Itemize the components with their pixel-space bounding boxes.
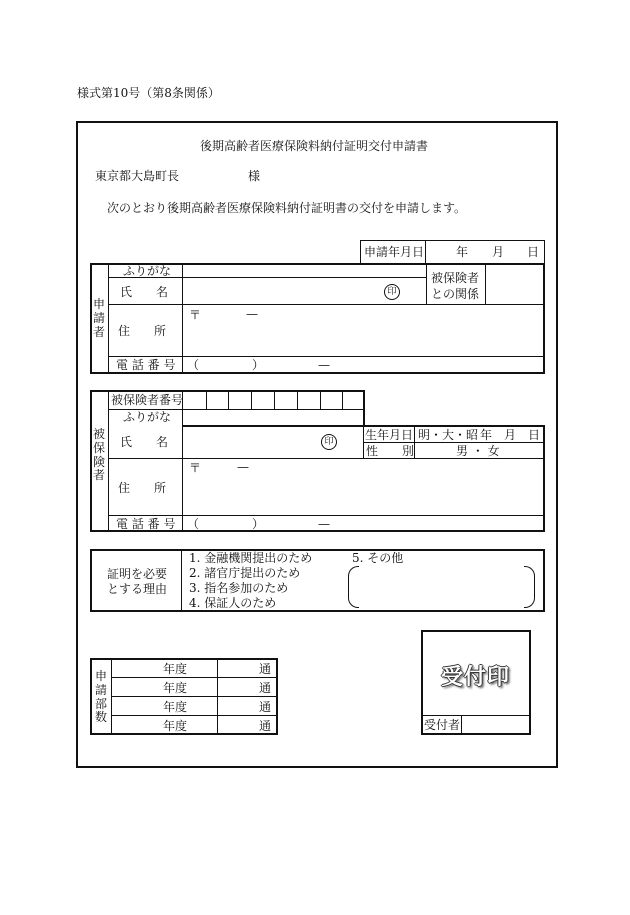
applicant-furigana-label: ふりがな — [123, 264, 172, 278]
applicant-phone-dash: — — [318, 358, 330, 372]
reason-option-3[interactable]: 3. 指名参加のため — [189, 581, 289, 595]
copies-row3-year[interactable]: 年度 — [163, 700, 188, 714]
insured-name-label: 氏 名 — [120, 435, 169, 449]
insured-phone-open: （ — [187, 517, 200, 531]
copies-section-label: 申請部数 — [94, 669, 107, 725]
other-bracket-right — [524, 566, 535, 608]
birth-year[interactable]: 年 — [480, 428, 493, 442]
application-day[interactable]: 日 — [527, 245, 540, 259]
insured-phone-close: ） — [252, 517, 265, 531]
birth-day[interactable]: 日 — [528, 428, 541, 442]
applicant-phone-label: 電 話 番 号 — [116, 358, 176, 372]
reason-option-4[interactable]: 4. 保証人のため — [189, 596, 277, 610]
reason-option-1[interactable]: 1. 金融機関提出のため — [189, 551, 313, 565]
applicant-address-input[interactable] — [183, 320, 543, 355]
birth-month[interactable]: 月 — [504, 428, 517, 442]
insured-name-input[interactable] — [183, 427, 318, 457]
copies-row1-unit[interactable]: 通 — [259, 662, 272, 676]
insured-furigana-label: ふりがな — [123, 410, 172, 424]
insured-number-input[interactable] — [183, 392, 363, 409]
receiver-label: 受付者 — [424, 718, 461, 732]
honorific: 様 — [248, 169, 261, 183]
form-title: 後期高齢者医療保険料納付証明交付申請書 — [200, 139, 429, 153]
insured-address-input[interactable] — [183, 475, 543, 514]
insured-phone-label: 電 話 番 号 — [116, 517, 176, 531]
birth-date-label: 生年月日 — [365, 428, 414, 442]
insured-phone-dash: — — [318, 517, 330, 531]
birth-era-options[interactable]: 明・大・昭 — [418, 428, 479, 442]
copies-row2-unit[interactable]: 通 — [259, 681, 272, 695]
relationship-label: 被保険者との関係 — [431, 271, 480, 301]
sex-label: 性 別 — [366, 444, 415, 458]
applicant-section-label: 申請者 — [92, 297, 105, 339]
form-number: 様式第10号（第8条関係） — [77, 86, 220, 100]
addressee: 東京都大島町長 — [95, 169, 180, 183]
applicant-phone-close: ） — [252, 358, 265, 372]
applicant-phone-open: （ — [187, 358, 200, 372]
applicant-name-input[interactable] — [183, 278, 383, 303]
application-year[interactable]: 年 — [456, 245, 469, 259]
application-month[interactable]: 月 — [492, 245, 505, 259]
applicant-postal-mark: 〒 — [189, 308, 202, 322]
copies-row4-year[interactable]: 年度 — [163, 719, 188, 733]
receiver-input[interactable] — [462, 717, 529, 733]
applicant-postal-dash: — — [246, 307, 258, 321]
copies-row4-unit[interactable]: 通 — [259, 719, 272, 733]
applicant-furigana-input[interactable] — [183, 265, 425, 277]
intro-text: 次のとおり後期高齢者医療保険料納付証明書の交付を申請します。 — [107, 201, 467, 215]
reason-option-other[interactable]: 5. その他 — [352, 551, 404, 565]
other-bracket-left — [348, 566, 359, 608]
insured-postal-dash: — — [237, 460, 249, 474]
reason-label-line1: 証明を必要 — [107, 567, 168, 581]
reception-stamp: 受付印 — [441, 664, 511, 690]
insured-furigana-input[interactable] — [183, 410, 363, 425]
relationship-input[interactable] — [486, 265, 543, 303]
applicant-name-label: 氏 名 — [120, 285, 169, 299]
reason-option-2[interactable]: 2. 諸官庁提出のため — [189, 566, 301, 580]
applicant-seal-icon: 印 — [384, 284, 400, 300]
insured-address-label: 住 所 — [118, 481, 167, 495]
copies-row3-unit[interactable]: 通 — [259, 700, 272, 714]
other-reason-input[interactable] — [362, 568, 520, 604]
insured-section-label: 被保険者 — [92, 427, 105, 483]
insured-number-label: 被保険者番号 — [111, 393, 184, 407]
sex-options[interactable]: 男 ・ 女 — [456, 444, 500, 458]
insured-seal-icon: 印 — [321, 434, 337, 450]
copies-row1-year[interactable]: 年度 — [163, 662, 188, 676]
application-date-label: 申請年月日 — [364, 245, 425, 259]
applicant-address-label: 住 所 — [118, 324, 167, 338]
copies-row2-year[interactable]: 年度 — [163, 681, 188, 695]
insured-postal-mark: 〒 — [189, 461, 202, 475]
reason-label-line2: とする理由 — [107, 582, 168, 596]
